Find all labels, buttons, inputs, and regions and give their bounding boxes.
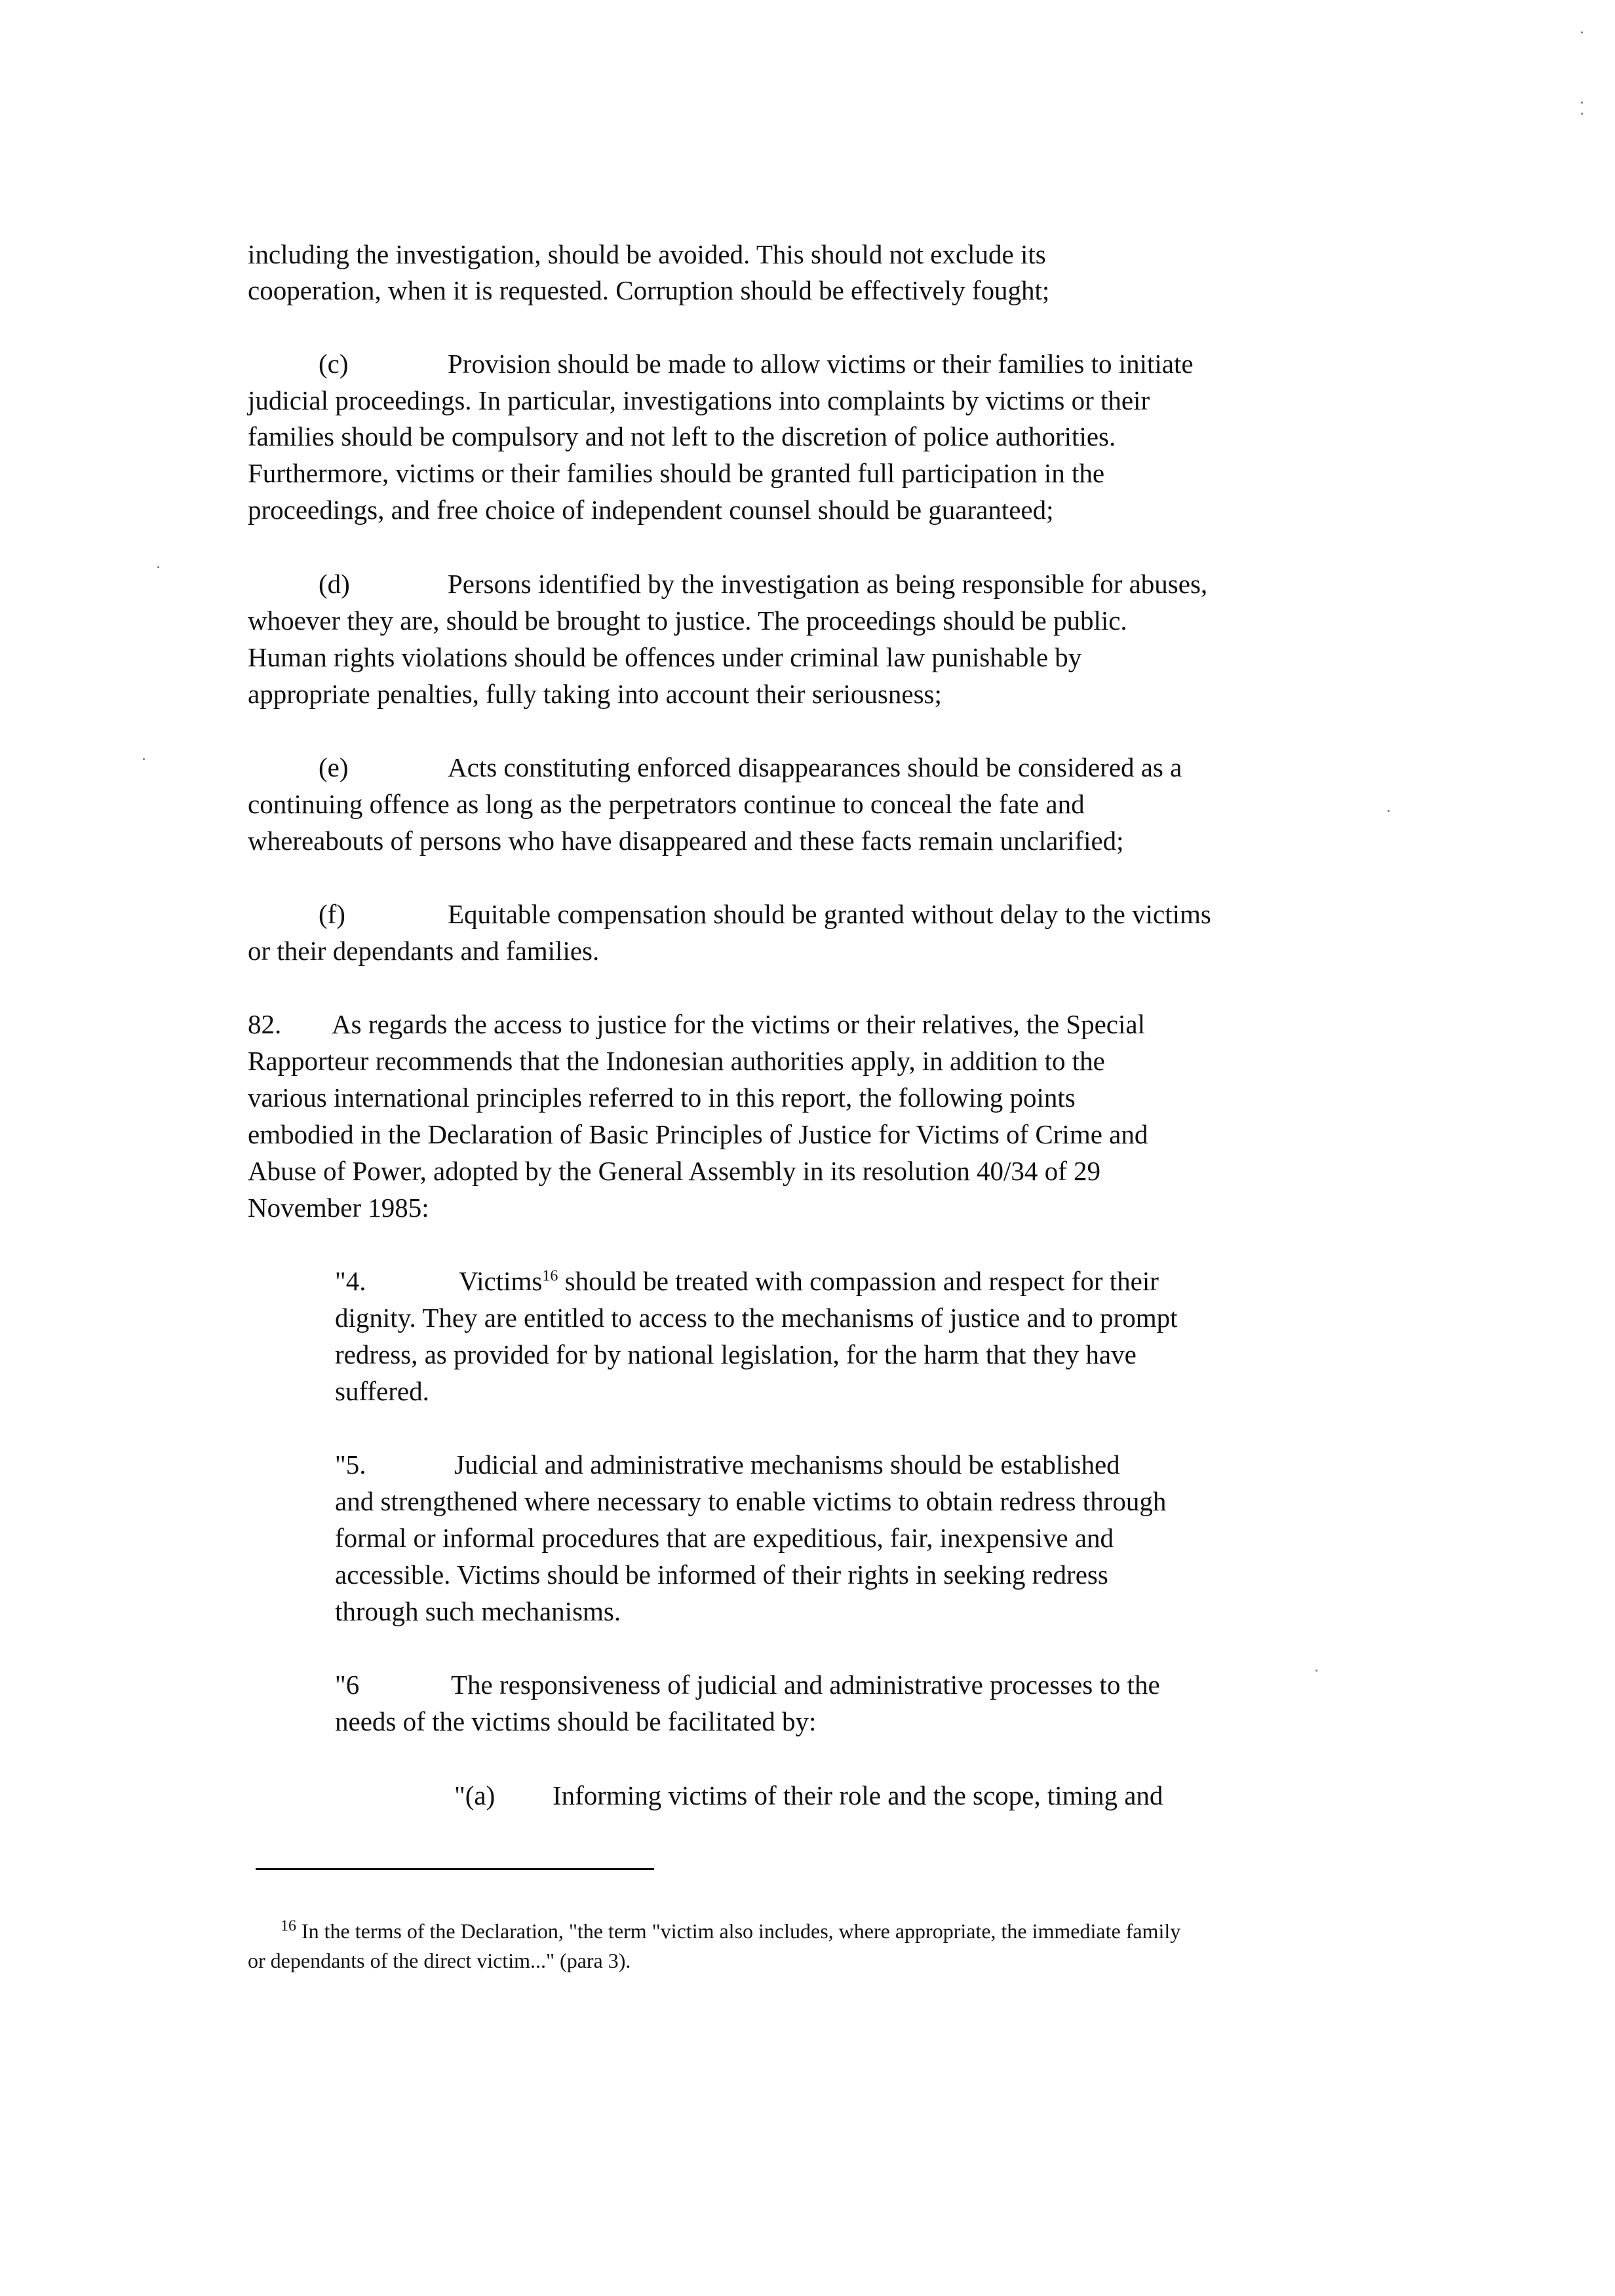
paragraph-line: proceedings, and free choice of independent counsel should be guaranteed; [248, 495, 1054, 525]
paragraph-line: whereabouts of persons who have disappeared and these facts remain unclarified; [248, 826, 1124, 856]
paragraph-line: dignity. They are entitled to access to the mechanisms of justice and to prompt [335, 1303, 1178, 1333]
footnote-marker: 16 [281, 1917, 296, 1935]
footnote-line: or dependants of the direct victim..." (para 3). [248, 1949, 631, 1972]
paragraph-line: Persons identified by the investigation as being responsible for abuses, [448, 569, 1208, 599]
paragraph-line: continuing offence as long as the perpetrators continue to conceal the fate and [248, 789, 1085, 819]
scan-speck [1581, 113, 1583, 115]
paragraph-line: needs of the victims should be facilitated by: [335, 1706, 817, 1736]
paragraph-number: 82. [248, 1009, 282, 1039]
paragraph-line: or their dependants and families. [248, 936, 600, 966]
item-label: (e) [319, 752, 349, 782]
paragraph-line: Rapporteur recommends that the Indonesian authorities apply, in addition to the [248, 1046, 1105, 1076]
paragraph-line: redress, as provided for by national legislation, for the harm that they have [335, 1339, 1137, 1369]
paragraph-line: Abuse of Power, adopted by the General Assembly in its resolution 40/34 of 29 [248, 1156, 1101, 1186]
paragraph-line: November 1985: [248, 1193, 429, 1223]
scan-speck [1581, 31, 1583, 33]
footnote-text: In the terms of the Declaration, "the term "victim also includes, where appropriate, the immediate family [296, 1919, 1181, 1943]
footnote-separator [256, 1868, 654, 1870]
paragraph-line: embodied in the Declaration of Basic Principles of Justice for Victims of Crime and [248, 1119, 1148, 1149]
paragraph-line: As regards the access to justice for the victims or their relatives, the Special [332, 1009, 1145, 1039]
paragraph-line: formal or informal procedures that are expeditious, fair, inexpensive and [335, 1523, 1114, 1553]
scan-speck [143, 758, 145, 760]
item-label: (c) [319, 349, 349, 379]
item-label: (d) [319, 569, 350, 599]
paragraph-line: suffered. [335, 1376, 429, 1406]
quote-first-line-rest: should be treated with compassion and respect for their [558, 1266, 1159, 1296]
scan-speck [1388, 810, 1390, 812]
paragraph-line: Furthermore, victims or their families should be granted full participation in the [248, 458, 1105, 488]
item-label: (f) [319, 899, 345, 929]
paragraph-line: Acts constituting enforced disappearances should be considered as a [448, 752, 1182, 782]
paragraph-line: whoever they are, should be brought to justice. The proceedings should be public. [248, 605, 1127, 636]
scan-speck [1581, 102, 1583, 104]
footnote-reference[interactable]: 16 [542, 1267, 558, 1285]
paragraph-line: Judicial and administrative mechanisms should be established [454, 1449, 1120, 1480]
paragraph-line: Human rights violations should be offences under criminal law punishable by [248, 642, 1082, 672]
paragraph-line: Equitable compensation should be granted without delay to the victims [448, 899, 1211, 929]
quote-label: "6 [335, 1670, 360, 1700]
quote-label: "4. [335, 1266, 366, 1296]
paragraph-line: cooperation, when it is requested. Corruption should be effectively fought; [248, 275, 1050, 305]
paragraph-line: Provision should be made to allow victims or their families to initiate [448, 349, 1194, 379]
paragraph-line: various international principles referred to in this report, the following points [248, 1082, 1076, 1113]
quote-first-word: Victims [459, 1266, 543, 1296]
paragraph-line: accessible. Victims should be informed of their rights in seeking redress [335, 1559, 1108, 1590]
paragraph-line: through such mechanisms. [335, 1596, 621, 1626]
scan-speck [157, 566, 159, 568]
quote-label: "5. [335, 1449, 366, 1480]
quote-label: "(a) [454, 1780, 496, 1810]
quote-first-line [459, 1263, 1159, 1299]
paragraph-line: appropriate penalties, fully taking into account their seriousness; [248, 679, 942, 709]
paragraph-line: including the investigation, should be avoided. This should not exclude its [248, 239, 1046, 269]
paragraph-line: Informing victims of their role and the scope, timing and [553, 1780, 1163, 1810]
paragraph-line: The responsiveness of judicial and administrative processes to the [451, 1670, 1160, 1700]
paragraph-line: judicial proceedings. In particular, investigations into complaints by victims or their [248, 385, 1150, 415]
scan-speck [1315, 1670, 1317, 1672]
paragraph-line: families should be compulsory and not left to the discretion of police authorities. [248, 421, 1116, 451]
paragraph-line: and strengthened where necessary to enable victims to obtain redress through [335, 1486, 1167, 1516]
footnote-line [281, 1917, 1180, 1945]
